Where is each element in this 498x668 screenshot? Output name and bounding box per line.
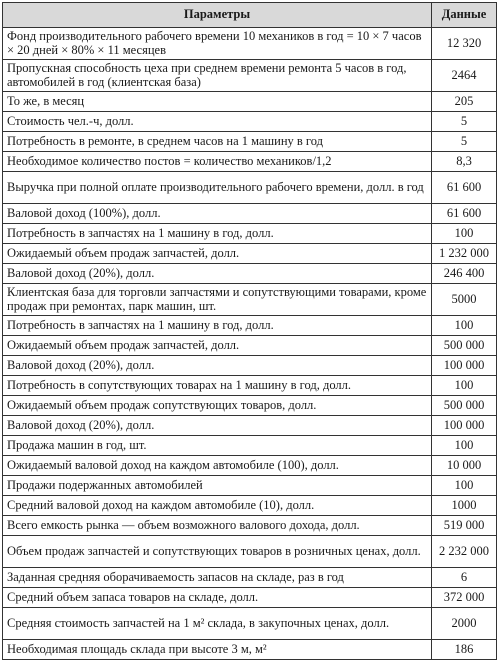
header-data: Данные	[432, 3, 497, 28]
param-cell: Средний объем запаса товаров на складе, долл.	[3, 588, 432, 608]
value-cell: 12 320	[432, 28, 497, 60]
value-cell: 61 600	[432, 204, 497, 224]
table-row	[3, 536, 497, 568]
value-cell: 100	[432, 224, 497, 244]
param-cell: Продажи подержанных автомобилей	[3, 476, 432, 496]
table-row	[3, 640, 497, 660]
table-row	[3, 376, 497, 396]
table-row	[3, 568, 497, 588]
param-cell: Всего емкость рынка — объем возможного валового дохода, долл.	[3, 516, 432, 536]
param-cell: Клиентская база для торговли запчастями и сопутствующими товарами, кроме продаж при ремонтах, парк машин, шт.	[3, 284, 432, 316]
param-cell: Объем продаж запчастей и сопутствующих товаров в розничных ценах, долл.	[3, 536, 432, 568]
value-cell: 100 000	[432, 356, 497, 376]
param-cell: Фонд производительного рабочего времени 10 механиков в год = 10 × 7 часов × 20 дней × 80% × 11 месяцев	[3, 28, 432, 60]
param-cell: Потребность в сопутствующих товарах на 1 машину в год, долл.	[3, 376, 432, 396]
param-cell: Необходимая площадь склада при высоте 3 м, м²	[3, 640, 432, 660]
param-cell: Валовой доход (20%), долл.	[3, 264, 432, 284]
value-cell: 100	[432, 316, 497, 336]
value-cell: 205	[432, 92, 497, 112]
value-cell: 100	[432, 376, 497, 396]
table-row	[3, 112, 497, 132]
param-cell: Потребность в запчастях на 1 машину в год, долл.	[3, 224, 432, 244]
value-cell: 2464	[432, 60, 497, 92]
table-row	[3, 608, 497, 640]
param-cell: Ожидаемый валовой доход на каждом автомобиле (100), долл.	[3, 456, 432, 476]
value-cell: 5	[432, 112, 497, 132]
table-row	[3, 244, 497, 264]
param-cell: Заданная средняя оборачиваемость запасов на складе, раз в год	[3, 568, 432, 588]
table-row	[3, 456, 497, 476]
value-cell: 10 000	[432, 456, 497, 476]
table-row	[3, 336, 497, 356]
table-row	[3, 132, 497, 152]
param-cell: Валовой доход (20%), долл.	[3, 416, 432, 436]
param-cell: Валовой доход (100%), долл.	[3, 204, 432, 224]
table-row	[3, 152, 497, 172]
parameters-table	[2, 2, 497, 660]
value-cell: 500 000	[432, 336, 497, 356]
param-cell: Потребность в запчастях на 1 машину в год, долл.	[3, 316, 432, 336]
value-cell: 519 000	[432, 516, 497, 536]
param-cell: Ожидаемый объем продаж сопутствующих товаров, долл.	[3, 396, 432, 416]
table-row	[3, 476, 497, 496]
value-cell: 2000	[432, 608, 497, 640]
table-row	[3, 496, 497, 516]
table-row	[3, 316, 497, 336]
param-cell: Ожидаемый объем продаж запчастей, долл.	[3, 336, 432, 356]
param-cell: Пропускная способность цеха при среднем времени ремонта 5 часов в год, автомобилей в год (клиентская база)	[3, 60, 432, 92]
param-cell: Валовой доход (20%), долл.	[3, 356, 432, 376]
table-row	[3, 264, 497, 284]
value-cell: 1000	[432, 496, 497, 516]
value-cell: 2 232 000	[432, 536, 497, 568]
param-cell: Средняя стоимость запчастей на 1 м² склада, в закупочных ценах, долл.	[3, 608, 432, 640]
value-cell: 500 000	[432, 396, 497, 416]
value-cell: 100 000	[432, 416, 497, 436]
param-cell: Ожидаемый объем продаж запчастей, долл.	[3, 244, 432, 264]
table-row	[3, 60, 497, 92]
table-row	[3, 284, 497, 316]
value-cell: 372 000	[432, 588, 497, 608]
value-cell: 61 600	[432, 172, 497, 204]
header-parameters: Параметры	[3, 3, 432, 28]
param-cell: Необходимое количество постов = количество механиков/1,2	[3, 152, 432, 172]
table-row	[3, 416, 497, 436]
param-cell: Продажа машин в год, шт.	[3, 436, 432, 456]
table-row	[3, 28, 497, 60]
table-row	[3, 516, 497, 536]
param-cell: Стоимость чел.-ч, долл.	[3, 112, 432, 132]
table-header-row	[3, 3, 497, 28]
value-cell: 246 400	[432, 264, 497, 284]
table-row	[3, 224, 497, 244]
table-row	[3, 436, 497, 456]
value-cell: 8,3	[432, 152, 497, 172]
table-row	[3, 172, 497, 204]
value-cell: 186	[432, 640, 497, 660]
table-row	[3, 204, 497, 224]
param-cell: Средний валовой доход на каждом автомобиле (10), долл.	[3, 496, 432, 516]
table-row	[3, 588, 497, 608]
table-row	[3, 92, 497, 112]
value-cell: 100	[432, 436, 497, 456]
table-row	[3, 356, 497, 376]
param-cell: То же, в месяц	[3, 92, 432, 112]
param-cell: Потребность в ремонте, в среднем часов на 1 машину в год	[3, 132, 432, 152]
value-cell: 6	[432, 568, 497, 588]
value-cell: 1 232 000	[432, 244, 497, 264]
value-cell: 5000	[432, 284, 497, 316]
value-cell: 5	[432, 132, 497, 152]
param-cell: Выручка при полной оплате производительного рабочего времени, долл. в год	[3, 172, 432, 204]
table-row	[3, 396, 497, 416]
value-cell: 100	[432, 476, 497, 496]
